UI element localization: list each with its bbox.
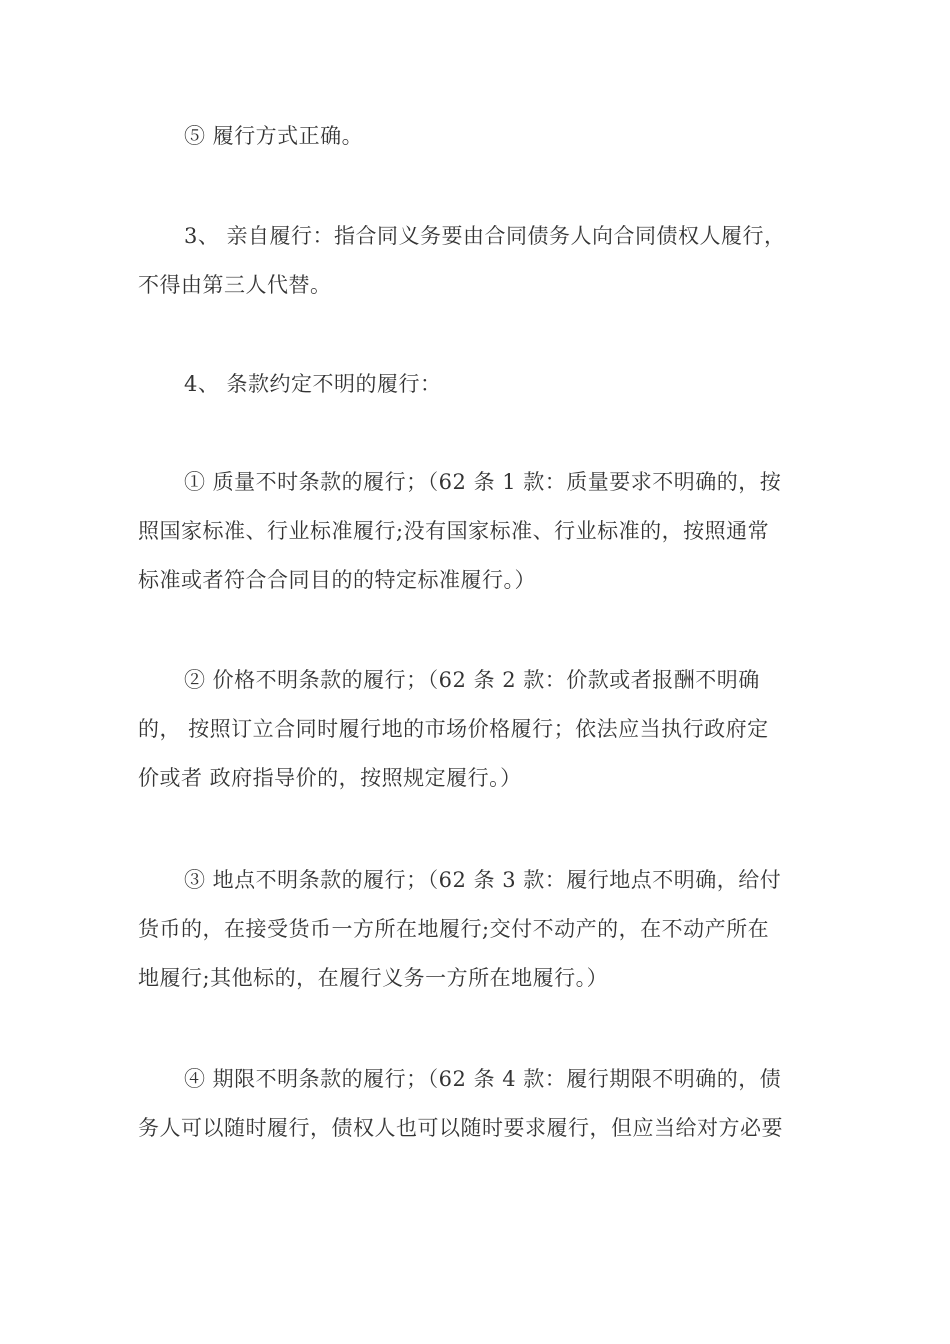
paragraph-unclear-terms-heading bbox=[138, 360, 823, 409]
paragraph-personal-performance bbox=[138, 212, 823, 310]
paragraph-time-terms bbox=[138, 1055, 823, 1153]
text-line: 地履行;其他标的，在履行义务一方所在地履行。） bbox=[138, 966, 609, 990]
text-line: 标准或者符合合同目的的特定标准履行。） bbox=[138, 568, 536, 592]
text-line: 的， 按照订立合同时履行地的市场价格履行；依法应当执行政府定 bbox=[138, 717, 769, 741]
paragraph-price-terms bbox=[138, 656, 823, 803]
text-line: 3、 亲自履行：指合同义务要由合同债务人向合同债权人履行， bbox=[184, 224, 786, 248]
text-line: ③ 地点不明条款的履行；（62 条 3 款：履行地点不明确，给付 bbox=[184, 868, 782, 892]
text-line: ⑤ 履行方式正确。 bbox=[184, 124, 364, 148]
text-line: ② 价格不明条款的履行；（62 条 2 款：价款或者报酬不明确 bbox=[184, 668, 760, 692]
text-line: ① 质量不时条款的履行；（62 条 1 款：质量要求不明确的，按 bbox=[184, 470, 782, 494]
paragraph-place-terms bbox=[138, 856, 823, 1003]
text-line: ④ 期限不明条款的履行；（62 条 4 款：履行期限不明确的，债 bbox=[184, 1067, 782, 1091]
paragraph-performance-method bbox=[138, 112, 823, 161]
text-line: 务人可以随时履行，债权人也可以随时要求履行，但应当给对方必要 bbox=[138, 1116, 783, 1140]
text-line: 4、 条款约定不明的履行： bbox=[184, 372, 442, 396]
text-line: 照国家标准、行业标准履行;没有国家标准、行业标准的，按照通常 bbox=[138, 519, 770, 543]
text-line: 货币的，在接受货币一方所在地履行;交付不动产的，在不动产所在 bbox=[138, 917, 770, 941]
paragraph-quality-terms bbox=[138, 458, 823, 605]
text-line: 不得由第三人代替。 bbox=[138, 273, 332, 297]
text-line: 价或者 政府指导价的，按照规定履行。） bbox=[138, 766, 522, 790]
